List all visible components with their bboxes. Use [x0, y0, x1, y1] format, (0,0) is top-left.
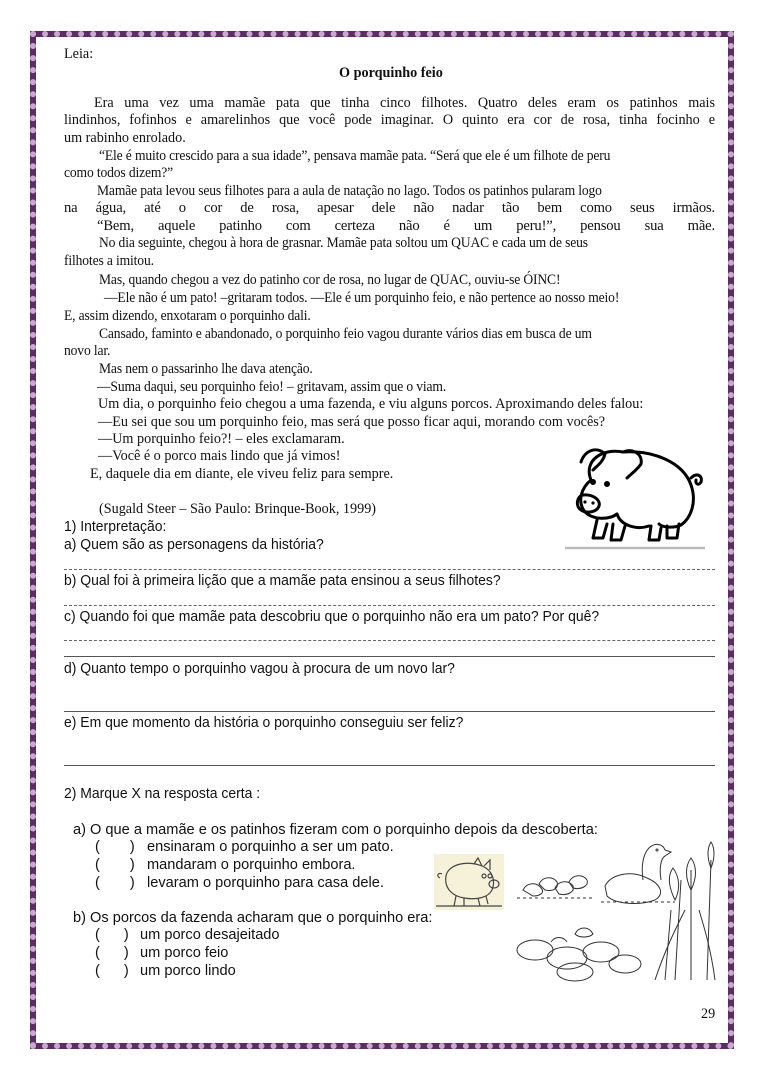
question-a: a) Quem são as personagens da história? [64, 536, 324, 553]
option-checkbox[interactable]: ( ) [95, 927, 129, 943]
question2-b: b) Os porcos da fazenda acharam que o porquinho era: [73, 910, 433, 926]
answer-line-c1[interactable] [64, 640, 715, 641]
option-label: mandaram o porquinho embora. [147, 857, 356, 873]
story-line: na água, até o cor de rosa, apesar dele não nadar tão bem como seus irmãos. [64, 200, 715, 216]
story-line: Era uma vez uma mamãe pata que tinha cinco filhotes. Quatro deles eram os patinhos mais [94, 95, 715, 111]
answer-line-b[interactable] [64, 605, 715, 606]
question-e: e) Em que momento da história o porquinho conseguiu ser feliz? [64, 714, 464, 731]
story-line: um rabinho enrolado. [64, 130, 186, 146]
option-checkbox[interactable]: ( ) [95, 875, 135, 891]
story-line: novo lar. [64, 343, 111, 359]
story-line: No dia seguinte, chegou à hora de grasnar. Mamãe pata soltou um QUAC e cada um de seus [99, 235, 588, 251]
option-checkbox[interactable]: ( ) [95, 857, 135, 873]
story-line: Um dia, o porquinho feio chegou a uma fazenda, e viu alguns porcos. Aproximando deles falou: [98, 396, 644, 412]
page-number: 29 [701, 1006, 716, 1022]
option-checkbox[interactable]: ( ) [95, 945, 129, 961]
section2-heading: 2) Marque X na resposta certa : [64, 785, 261, 802]
story-line: —Um porquinho feio?! – eles exclamaram. [98, 431, 345, 447]
story-line: “Ele é muito crescido para a sua idade”, pensava mamãe pata. “Será que ele é um filhote de peru [99, 148, 611, 164]
option-checkbox[interactable]: ( ) [95, 963, 129, 979]
story-line: —Ele não é um pato! –gritaram todos. —Ele é um porquinho feio, e não pertence ao nosso meio! [104, 290, 620, 306]
story-line: Mas nem o passarinho lhe dava atenção. [99, 361, 313, 377]
question-b: b) Qual foi à primeira lição que a mamãe pata ensinou a seus filhotes? [64, 572, 501, 589]
question-d: d) Quanto tempo o porquinho vagou à procura de um novo lar? [64, 660, 455, 677]
option-label: levaram o porquinho para casa dele. [147, 875, 384, 891]
answer-line-d[interactable] [64, 711, 715, 712]
option-label: um porco lindo [140, 963, 236, 979]
option-label: ensinaram o porquinho a ser um pato. [147, 839, 394, 855]
story-title: O porquinho feio [339, 65, 443, 81]
story-line: filhotes a imitou. [64, 253, 154, 269]
option-checkbox[interactable]: ( ) [95, 839, 135, 855]
section1-heading: 1) Interpretação: [64, 518, 167, 535]
story-line: —Eu sei que sou um porquinho feio, mas será que posso ficar aqui, morando com vocês? [98, 414, 606, 430]
story-line: “Bem, aquele patinho com certeza não é um peru!”, pensou sua mãe. [97, 218, 715, 234]
story-line: como todos dizem?” [64, 165, 174, 181]
answer-line-a[interactable] [64, 569, 715, 570]
story-line: E, daquele dia em diante, ele viveu feliz para sempre. [90, 466, 394, 482]
answer-line-e[interactable] [64, 765, 715, 766]
question2-a: a) O que a mamãe e os patinhos fizeram com o porquinho depois da descoberta: [73, 822, 598, 838]
answer-line-c2[interactable] [64, 656, 715, 657]
option-label: um porco feio [140, 945, 229, 961]
small-pig-illustration-icon [434, 854, 504, 910]
story-line: —Você é o porco mais lindo que já vimos! [98, 448, 341, 464]
story-line: —Suma daqui, seu porquinho feio! – gritavam, assim que o viam. [97, 379, 447, 395]
story-line: E, assim dizendo, enxotaram o porquinho dali. [64, 308, 311, 324]
duck-pond-illustration-icon [515, 840, 725, 985]
question-c: c) Quando foi que mamãe pata descobriu que o porquinho não era um pato? Por quê? [64, 608, 600, 625]
story-line: Cansado, faminto e abandonado, o porquinho feio vagou durante vários dias em busca de um [99, 326, 592, 342]
pig-illustration-icon [563, 440, 708, 552]
story-line: lindinhos, fofinhos e amarelinhos que você pode imaginar. O quinto era cor de rosa, tinha focinho e [64, 112, 715, 128]
story-line: Mas, quando chegou a vez do patinho cor de rosa, no lugar de QUAC, ouviu-se ÓINC! [99, 272, 561, 288]
option-label: um porco desajeitado [140, 927, 280, 943]
story-source: (Sugald Steer – São Paulo: Brinque-Book, 1999) [99, 501, 377, 517]
instruction-label: Leia: [64, 46, 94, 62]
story-line: Mamãe pata levou seus filhotes para a aula de natação no lago. Todos os patinhos pularam logo [97, 183, 602, 199]
